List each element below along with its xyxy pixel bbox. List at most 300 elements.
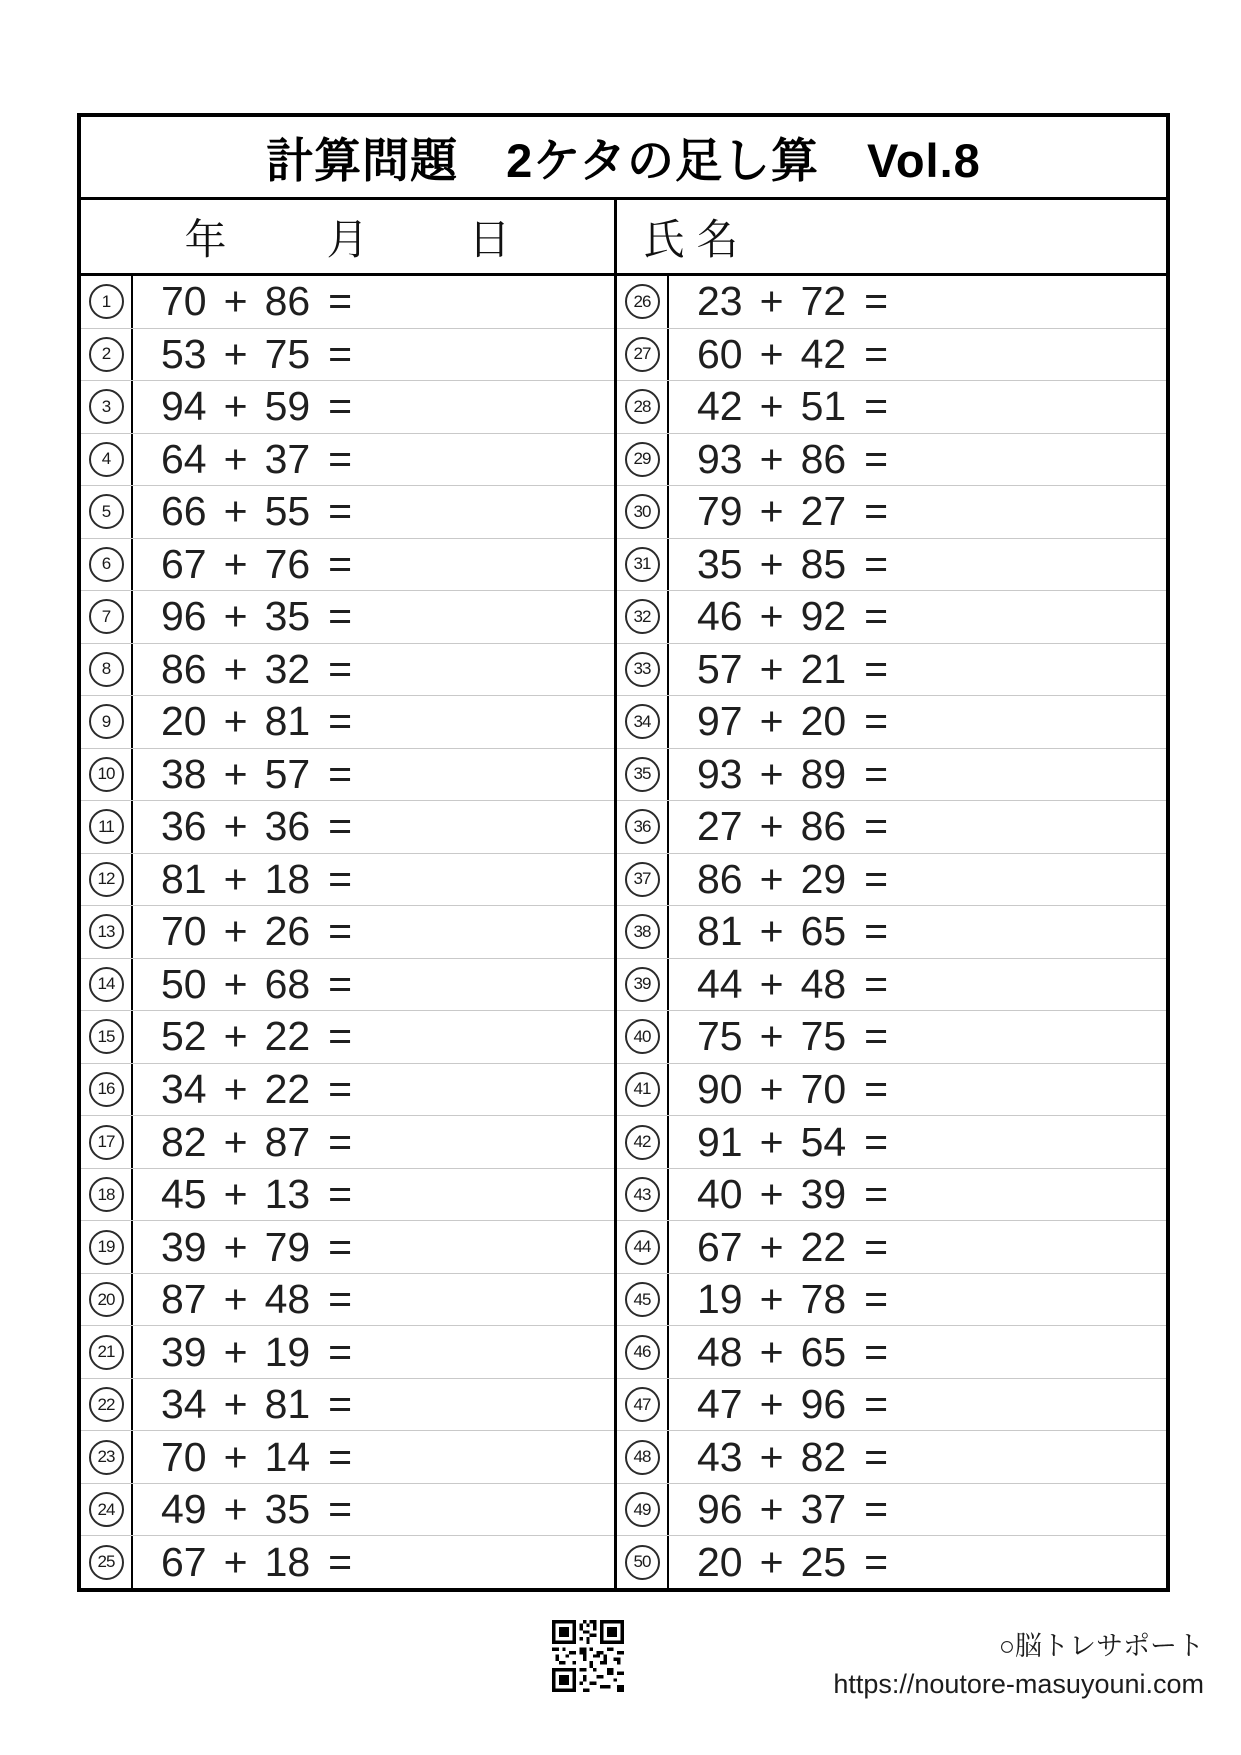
operand-a: 87 bbox=[161, 1276, 207, 1323]
operand-a: 93 bbox=[697, 750, 743, 797]
problem-expression bbox=[133, 1326, 614, 1378]
operand-a: 96 bbox=[161, 593, 207, 640]
operand-a: 70 bbox=[161, 1433, 207, 1480]
equals-sign: = bbox=[328, 1538, 353, 1585]
plus-sign: + bbox=[223, 1276, 248, 1323]
plus-sign: + bbox=[759, 803, 784, 850]
plus-sign: + bbox=[759, 960, 784, 1007]
problem-expression bbox=[133, 1431, 614, 1483]
operand-b: 55 bbox=[264, 488, 311, 535]
plus-sign: + bbox=[223, 488, 248, 535]
operand-a: 52 bbox=[161, 1013, 207, 1060]
problem-number-cell bbox=[617, 329, 669, 381]
plus-sign: + bbox=[223, 1328, 248, 1375]
operand-b: 48 bbox=[800, 960, 847, 1007]
problem-row bbox=[81, 1326, 614, 1379]
problem-number-badge: 32 bbox=[625, 599, 660, 634]
problem-row bbox=[617, 1221, 1166, 1274]
problem-number-badge: 24 bbox=[89, 1492, 124, 1527]
problem-expression bbox=[133, 801, 614, 853]
problem-row bbox=[81, 959, 614, 1012]
operand-b: 21 bbox=[800, 645, 847, 692]
problem-expression bbox=[133, 1169, 614, 1221]
problem-expression bbox=[133, 591, 614, 643]
operand-a: 91 bbox=[697, 1118, 743, 1165]
problem-number-badge: 4 bbox=[89, 442, 124, 477]
plus-sign: + bbox=[223, 750, 248, 797]
problem-row bbox=[81, 1431, 614, 1484]
equals-sign: = bbox=[328, 750, 353, 797]
problem-number-cell bbox=[617, 696, 669, 748]
problems-column-right bbox=[617, 276, 1166, 1588]
problem-row bbox=[617, 696, 1166, 749]
operand-a: 46 bbox=[697, 593, 743, 640]
operand-b: 19 bbox=[264, 1328, 311, 1375]
operand-b: 65 bbox=[800, 908, 847, 955]
operand-b: 35 bbox=[264, 1486, 311, 1533]
problem-row bbox=[617, 1484, 1166, 1537]
equals-sign: = bbox=[864, 1171, 889, 1218]
problem-number-cell bbox=[617, 1379, 669, 1431]
problem-row bbox=[81, 381, 614, 434]
problem-number-cell bbox=[617, 749, 669, 801]
problem-number-badge: 47 bbox=[625, 1387, 660, 1422]
equals-sign: = bbox=[864, 960, 889, 1007]
problem-row bbox=[81, 801, 614, 854]
operand-a: 66 bbox=[161, 488, 207, 535]
problem-row bbox=[81, 1379, 614, 1432]
problem-number-cell bbox=[81, 1536, 133, 1588]
problem-number-badge: 41 bbox=[625, 1072, 660, 1107]
equals-sign: = bbox=[864, 330, 889, 377]
problem-expression bbox=[669, 696, 1166, 748]
operand-a: 97 bbox=[697, 698, 743, 745]
problem-number-badge: 42 bbox=[625, 1125, 660, 1160]
plus-sign: + bbox=[759, 330, 784, 377]
problem-number-cell bbox=[617, 381, 669, 433]
plus-sign: + bbox=[759, 1276, 784, 1323]
operand-a: 49 bbox=[161, 1486, 207, 1533]
problem-expression bbox=[133, 854, 614, 906]
operand-b: 81 bbox=[264, 1381, 311, 1428]
operand-a: 64 bbox=[161, 435, 207, 482]
operand-b: 54 bbox=[800, 1118, 847, 1165]
equals-sign: = bbox=[328, 330, 353, 377]
operand-a: 67 bbox=[161, 1538, 207, 1585]
operand-b: 22 bbox=[264, 1013, 311, 1060]
plus-sign: + bbox=[759, 488, 784, 535]
operand-a: 42 bbox=[697, 383, 743, 430]
operand-a: 39 bbox=[161, 1328, 207, 1375]
name-label: 氏 名 bbox=[643, 215, 739, 263]
operand-b: 86 bbox=[800, 435, 847, 482]
problem-row bbox=[617, 959, 1166, 1012]
problem-expression bbox=[669, 749, 1166, 801]
equals-sign: = bbox=[328, 1223, 353, 1270]
operand-a: 20 bbox=[161, 698, 207, 745]
problem-expression bbox=[133, 1221, 614, 1273]
plus-sign: + bbox=[223, 1433, 248, 1480]
plus-sign: + bbox=[223, 278, 248, 325]
plus-sign: + bbox=[759, 383, 784, 430]
equals-sign: = bbox=[328, 278, 353, 325]
operand-b: 65 bbox=[800, 1328, 847, 1375]
equals-sign: = bbox=[864, 278, 889, 325]
problem-row bbox=[617, 1326, 1166, 1379]
operand-b: 18 bbox=[264, 855, 311, 902]
operand-b: 29 bbox=[800, 855, 847, 902]
problem-row bbox=[617, 1011, 1166, 1064]
problem-number-badge: 40 bbox=[625, 1019, 660, 1054]
plus-sign: + bbox=[223, 698, 248, 745]
problem-row bbox=[81, 1011, 614, 1064]
operand-b: 20 bbox=[800, 698, 847, 745]
problem-expression bbox=[133, 434, 614, 486]
problem-number-cell bbox=[81, 1011, 133, 1063]
operand-a: 27 bbox=[697, 803, 743, 850]
problem-row bbox=[81, 329, 614, 382]
problem-row bbox=[617, 854, 1166, 907]
problem-expression bbox=[669, 539, 1166, 591]
problem-number-badge: 19 bbox=[89, 1230, 124, 1265]
problem-number-badge: 35 bbox=[625, 757, 660, 792]
problem-number-badge: 45 bbox=[625, 1282, 660, 1317]
plus-sign: + bbox=[223, 1118, 248, 1165]
equals-sign: = bbox=[328, 1328, 353, 1375]
problem-row bbox=[81, 591, 614, 644]
operand-b: 32 bbox=[264, 645, 311, 692]
equals-sign: = bbox=[864, 593, 889, 640]
problem-number-badge: 10 bbox=[89, 757, 124, 792]
problem-row bbox=[81, 1169, 614, 1222]
problem-expression bbox=[133, 329, 614, 381]
operand-a: 93 bbox=[697, 435, 743, 482]
equals-sign: = bbox=[328, 908, 353, 955]
equals-sign: = bbox=[864, 803, 889, 850]
operand-a: 23 bbox=[697, 278, 743, 325]
plus-sign: + bbox=[223, 1065, 248, 1112]
operand-b: 76 bbox=[264, 540, 311, 587]
operand-a: 50 bbox=[161, 960, 207, 1007]
problem-number-badge: 28 bbox=[625, 389, 660, 424]
operand-b: 92 bbox=[800, 593, 847, 640]
plus-sign: + bbox=[223, 435, 248, 482]
plus-sign: + bbox=[759, 1328, 784, 1375]
plus-sign: + bbox=[759, 1118, 784, 1165]
problem-number-badge: 20 bbox=[89, 1282, 124, 1317]
operand-a: 38 bbox=[161, 750, 207, 797]
plus-sign: + bbox=[759, 1381, 784, 1428]
problem-expression bbox=[669, 591, 1166, 643]
operand-b: 42 bbox=[800, 330, 847, 377]
operand-a: 86 bbox=[697, 855, 743, 902]
equals-sign: = bbox=[864, 698, 889, 745]
problem-row bbox=[617, 1169, 1166, 1222]
plus-sign: + bbox=[223, 1223, 248, 1270]
problem-number-badge: 13 bbox=[89, 914, 124, 949]
problem-expression bbox=[669, 276, 1166, 328]
problem-number-badge: 33 bbox=[625, 652, 660, 687]
equals-sign: = bbox=[328, 540, 353, 587]
problem-row bbox=[617, 1431, 1166, 1484]
equals-sign: = bbox=[864, 855, 889, 902]
operand-a: 79 bbox=[697, 488, 743, 535]
problem-number-cell bbox=[617, 854, 669, 906]
equals-sign: = bbox=[328, 645, 353, 692]
problem-row bbox=[617, 801, 1166, 854]
problem-number-cell bbox=[81, 1484, 133, 1536]
problem-expression bbox=[133, 749, 614, 801]
operand-a: 19 bbox=[697, 1276, 743, 1323]
operand-b: 37 bbox=[800, 1486, 847, 1533]
problem-row bbox=[617, 381, 1166, 434]
operand-b: 25 bbox=[800, 1538, 847, 1585]
problem-number-badge: 17 bbox=[89, 1125, 124, 1160]
equals-sign: = bbox=[864, 488, 889, 535]
operand-b: 22 bbox=[264, 1065, 311, 1112]
problem-grid bbox=[81, 276, 1166, 1588]
problem-number-cell bbox=[81, 801, 133, 853]
equals-sign: = bbox=[328, 1433, 353, 1480]
problem-number-badge: 15 bbox=[89, 1019, 124, 1054]
operand-a: 44 bbox=[697, 960, 743, 1007]
problem-row bbox=[81, 1536, 614, 1588]
equals-sign: = bbox=[864, 645, 889, 692]
plus-sign: + bbox=[759, 278, 784, 325]
problem-number-badge: 2 bbox=[89, 337, 124, 372]
operand-a: 86 bbox=[161, 645, 207, 692]
problem-expression bbox=[133, 1064, 614, 1116]
problem-number-cell bbox=[617, 1536, 669, 1588]
operand-b: 39 bbox=[800, 1171, 847, 1218]
operand-b: 70 bbox=[800, 1065, 847, 1112]
equals-sign: = bbox=[328, 383, 353, 430]
problem-row bbox=[617, 329, 1166, 382]
problem-number-badge: 8 bbox=[89, 652, 124, 687]
problem-number-cell bbox=[81, 749, 133, 801]
problem-expression bbox=[669, 1221, 1166, 1273]
problem-expression bbox=[133, 539, 614, 591]
problem-number-cell bbox=[617, 1431, 669, 1483]
equals-sign: = bbox=[328, 1171, 353, 1218]
problem-number-badge: 49 bbox=[625, 1492, 660, 1527]
operand-b: 89 bbox=[800, 750, 847, 797]
problem-expression bbox=[669, 959, 1166, 1011]
operand-b: 75 bbox=[800, 1013, 847, 1060]
problem-expression bbox=[669, 486, 1166, 538]
problem-number-badge: 23 bbox=[89, 1440, 124, 1475]
operand-a: 81 bbox=[697, 908, 743, 955]
equals-sign: = bbox=[864, 1433, 889, 1480]
problem-number-badge: 7 bbox=[89, 599, 124, 634]
plus-sign: + bbox=[759, 1223, 784, 1270]
problem-number-badge: 50 bbox=[625, 1545, 660, 1580]
plus-sign: + bbox=[759, 540, 784, 587]
operand-a: 94 bbox=[161, 383, 207, 430]
equals-sign: = bbox=[864, 1013, 889, 1060]
problem-expression bbox=[669, 1379, 1166, 1431]
plus-sign: + bbox=[223, 1486, 248, 1533]
problem-number-badge: 48 bbox=[625, 1440, 660, 1475]
problem-number-cell bbox=[81, 1379, 133, 1431]
problem-number-cell bbox=[617, 276, 669, 328]
problem-row bbox=[617, 1536, 1166, 1588]
problem-row bbox=[81, 854, 614, 907]
operand-a: 40 bbox=[697, 1171, 743, 1218]
equals-sign: = bbox=[864, 435, 889, 482]
operand-b: 18 bbox=[264, 1538, 311, 1585]
problem-number-badge: 16 bbox=[89, 1072, 124, 1107]
plus-sign: + bbox=[223, 593, 248, 640]
equals-sign: = bbox=[328, 593, 353, 640]
problem-number-cell bbox=[81, 644, 133, 696]
problem-number-badge: 36 bbox=[625, 809, 660, 844]
operand-b: 81 bbox=[264, 698, 311, 745]
problem-row bbox=[617, 1064, 1166, 1117]
problem-expression bbox=[669, 1536, 1166, 1588]
problem-row bbox=[617, 749, 1166, 802]
equals-sign: = bbox=[328, 1486, 353, 1533]
equals-sign: = bbox=[328, 960, 353, 1007]
problem-number-cell bbox=[617, 1274, 669, 1326]
problem-number-cell bbox=[81, 591, 133, 643]
problem-row bbox=[617, 644, 1166, 697]
plus-sign: + bbox=[223, 1013, 248, 1060]
problem-number-cell bbox=[617, 801, 669, 853]
operand-a: 90 bbox=[697, 1065, 743, 1112]
operand-a: 36 bbox=[161, 803, 207, 850]
problem-expression bbox=[669, 1169, 1166, 1221]
plus-sign: + bbox=[223, 855, 248, 902]
problem-expression bbox=[669, 1116, 1166, 1168]
plus-sign: + bbox=[223, 330, 248, 377]
operand-a: 67 bbox=[697, 1223, 743, 1270]
plus-sign: + bbox=[759, 1486, 784, 1533]
problem-expression bbox=[133, 644, 614, 696]
problem-number-badge: 37 bbox=[625, 862, 660, 897]
problem-expression bbox=[133, 486, 614, 538]
equals-sign: = bbox=[864, 1276, 889, 1323]
operand-a: 70 bbox=[161, 278, 207, 325]
problem-number-badge: 29 bbox=[625, 442, 660, 477]
operand-b: 37 bbox=[264, 435, 311, 482]
plus-sign: + bbox=[759, 593, 784, 640]
problem-number-badge: 25 bbox=[89, 1545, 124, 1580]
problem-number-badge: 22 bbox=[89, 1387, 124, 1422]
problem-number-cell bbox=[81, 959, 133, 1011]
plus-sign: + bbox=[759, 750, 784, 797]
page-title: 計算問題 2ケタの足し算 Vol.8 bbox=[81, 117, 1166, 200]
equals-sign: = bbox=[864, 1538, 889, 1585]
operand-b: 48 bbox=[264, 1276, 311, 1323]
problem-expression bbox=[669, 801, 1166, 853]
problem-expression bbox=[133, 1484, 614, 1536]
equals-sign: = bbox=[328, 488, 353, 535]
problem-row bbox=[81, 1274, 614, 1327]
plus-sign: + bbox=[223, 1171, 248, 1218]
problem-number-badge: 3 bbox=[89, 389, 124, 424]
plus-sign: + bbox=[223, 960, 248, 1007]
operand-a: 39 bbox=[161, 1223, 207, 1270]
problem-number-cell bbox=[617, 1221, 669, 1273]
problem-number-badge: 34 bbox=[625, 704, 660, 739]
problem-number-badge: 21 bbox=[89, 1335, 124, 1370]
problem-row bbox=[81, 486, 614, 539]
equals-sign: = bbox=[864, 750, 889, 797]
problem-row bbox=[81, 749, 614, 802]
problem-expression bbox=[669, 1484, 1166, 1536]
problem-number-cell bbox=[81, 381, 133, 433]
plus-sign: + bbox=[223, 645, 248, 692]
problem-number-cell bbox=[81, 276, 133, 328]
equals-sign: = bbox=[328, 698, 353, 745]
problem-number-badge: 31 bbox=[625, 547, 660, 582]
problem-row bbox=[617, 1379, 1166, 1432]
problem-expression bbox=[133, 1536, 614, 1588]
problem-number-badge: 18 bbox=[89, 1177, 124, 1212]
problem-row bbox=[617, 591, 1166, 644]
operand-b: 78 bbox=[800, 1276, 847, 1323]
problem-number-badge: 39 bbox=[625, 967, 660, 1002]
problem-row bbox=[617, 1116, 1166, 1169]
plus-sign: + bbox=[759, 1013, 784, 1060]
problem-expression bbox=[133, 1379, 614, 1431]
problem-row bbox=[617, 486, 1166, 539]
equals-sign: = bbox=[864, 1328, 889, 1375]
operand-b: 86 bbox=[800, 803, 847, 850]
operand-b: 22 bbox=[800, 1223, 847, 1270]
problem-number-cell bbox=[617, 591, 669, 643]
problem-expression bbox=[669, 1431, 1166, 1483]
operand-a: 96 bbox=[697, 1486, 743, 1533]
problem-number-badge: 26 bbox=[625, 284, 660, 319]
operand-a: 53 bbox=[161, 330, 207, 377]
equals-sign: = bbox=[864, 1223, 889, 1270]
date-header-cell bbox=[81, 200, 617, 273]
problem-number-cell bbox=[617, 434, 669, 486]
problem-expression bbox=[133, 696, 614, 748]
operand-a: 75 bbox=[697, 1013, 743, 1060]
operand-b: 68 bbox=[264, 960, 311, 1007]
equals-sign: = bbox=[864, 540, 889, 587]
operand-b: 96 bbox=[800, 1381, 847, 1428]
operand-a: 81 bbox=[161, 855, 207, 902]
plus-sign: + bbox=[759, 645, 784, 692]
problem-expression bbox=[669, 1064, 1166, 1116]
operand-b: 51 bbox=[800, 383, 847, 430]
equals-sign: = bbox=[328, 1276, 353, 1323]
problem-number-cell bbox=[81, 1169, 133, 1221]
problem-row bbox=[617, 1274, 1166, 1327]
operand-a: 34 bbox=[161, 1381, 207, 1428]
info-header-row bbox=[81, 200, 1166, 276]
equals-sign: = bbox=[328, 803, 353, 850]
operand-a: 35 bbox=[697, 540, 743, 587]
problem-row bbox=[81, 539, 614, 592]
problem-number-cell bbox=[81, 1274, 133, 1326]
problem-number-badge: 46 bbox=[625, 1335, 660, 1370]
year-label: 年 bbox=[184, 215, 227, 263]
operand-b: 75 bbox=[264, 330, 311, 377]
problem-expression bbox=[669, 906, 1166, 958]
problem-number-badge: 9 bbox=[89, 704, 124, 739]
problem-expression bbox=[133, 276, 614, 328]
operand-a: 82 bbox=[161, 1118, 207, 1165]
plus-sign: + bbox=[759, 855, 784, 902]
problem-number-cell bbox=[617, 486, 669, 538]
plus-sign: + bbox=[759, 1538, 784, 1585]
problem-row bbox=[81, 276, 614, 329]
